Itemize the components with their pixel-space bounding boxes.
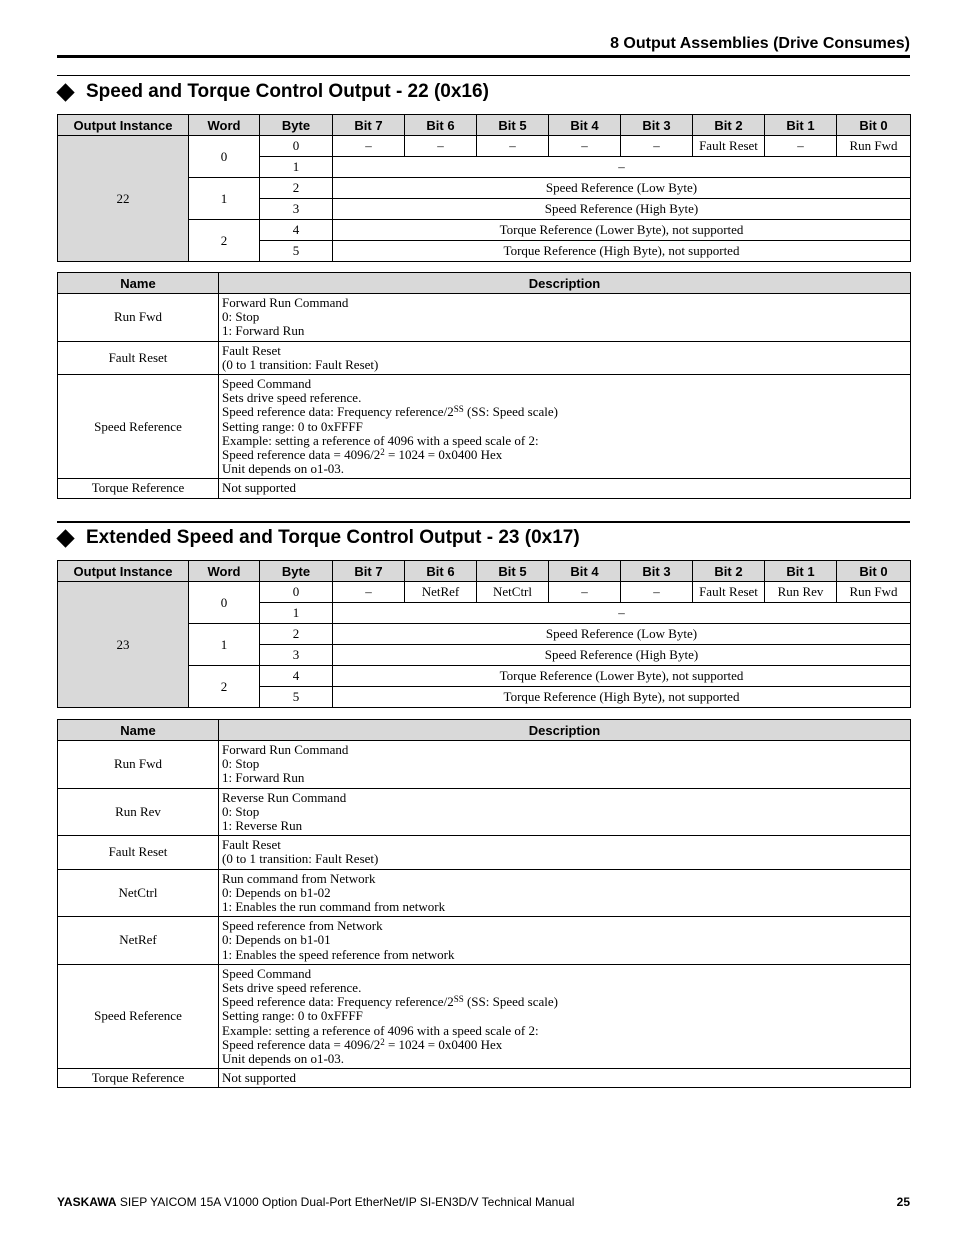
byte-span-cell: Torque Reference (High Byte), not supported (333, 687, 911, 708)
description-table (57, 272, 911, 499)
table-row (58, 788, 911, 836)
description-cell (219, 741, 911, 789)
column-header: Bit 0 (837, 561, 911, 582)
column-header: Bit 1 (765, 115, 837, 136)
column-header: Bit 2 (693, 561, 765, 582)
column-header: Word (189, 115, 260, 136)
column-header: Word (189, 561, 260, 582)
bit-cell: – (333, 582, 405, 603)
description-line: Unit depends on o1-03. (222, 1051, 345, 1067)
description-line (222, 995, 907, 1009)
column-header: Byte (260, 561, 333, 582)
description-line: 0: Stop (222, 756, 260, 772)
bit-cell: NetRef (405, 582, 477, 603)
instance-cell: 23 (58, 582, 189, 708)
word-cell: 1 (189, 178, 260, 220)
description-line: Setting range: 0 to 0xFFFF (222, 1008, 363, 1024)
column-header: Bit 0 (837, 115, 911, 136)
section-rule (57, 521, 910, 523)
byte-cell: 1 (260, 603, 333, 624)
table-header-row (58, 115, 911, 136)
manual-title: SIEP YAICOM 15A V1000 Option Dual-Port EtherNet/IP SI-EN3D/V Technical Manual (116, 1195, 575, 1209)
description-line: 1: Reverse Run (222, 818, 303, 834)
bit-cell: – (621, 136, 693, 157)
description-cell: Not supported (219, 1069, 911, 1088)
page-footer (57, 1193, 910, 1211)
table-header-row (58, 273, 911, 294)
section-title: Speed and Torque Control Output - 22 (0x16) (86, 81, 489, 102)
name-cell: Run Rev (58, 788, 219, 836)
bit-cell: – (333, 136, 405, 157)
description-text: (SS: Speed scale) (463, 994, 558, 1010)
description-line: 1: Enables the run command from network (222, 899, 446, 915)
column-header: Bit 4 (549, 561, 621, 582)
description-line: 0: Depends on b1-01 (222, 932, 331, 948)
brand-name: YASKAWA (57, 1195, 117, 1209)
description-line: 1: Forward Run (222, 770, 305, 786)
table-row (58, 836, 911, 869)
diamond-bullet-icon (56, 83, 74, 101)
table-header-row (58, 561, 911, 582)
column-header: Output Instance (58, 115, 189, 136)
page-number: 25 (896, 1195, 910, 1209)
description-line: (0 to 1 transition: Fault Reset) (222, 851, 379, 867)
table-row (58, 294, 911, 342)
column-header: Name (58, 720, 219, 741)
byte-span-cell: Torque Reference (High Byte), not supported (333, 241, 911, 262)
description-line: Forward Run Command (222, 742, 349, 757)
superscript: SS (453, 994, 464, 1005)
bit-cell: Fault Reset (693, 136, 765, 157)
table-row (58, 964, 911, 1068)
byte-cell: 2 (260, 178, 333, 199)
description-cell (219, 294, 911, 342)
bit-cell: – (477, 136, 549, 157)
byte-cell: 0 (260, 136, 333, 157)
column-header: Bit 6 (405, 561, 477, 582)
description-line: 0: Stop (222, 803, 260, 819)
bit-layout-table (57, 114, 911, 262)
byte-span-cell: Torque Reference (Lower Byte), not supported (333, 220, 911, 241)
byte-span-cell: – (333, 603, 911, 624)
section-title: Extended Speed and Torque Control Output - 23 (0x17) (86, 527, 580, 548)
name-cell: Fault Reset (58, 836, 219, 869)
header-rule (57, 55, 910, 58)
column-header: Bit 3 (621, 115, 693, 136)
description-text: Speed reference data = 4096/2 (222, 447, 381, 463)
column-header: Description (219, 720, 911, 741)
description-cell (219, 341, 911, 374)
section-heading (57, 79, 489, 105)
description-text: Speed reference data: Frequency reference/2 (222, 404, 454, 420)
name-cell: Speed Reference (58, 375, 219, 479)
byte-cell: 3 (260, 645, 333, 666)
column-header: Bit 2 (693, 115, 765, 136)
name-cell: Torque Reference (58, 1069, 219, 1088)
column-header: Name (58, 273, 219, 294)
description-line: 1: Enables the speed reference from network (222, 946, 455, 962)
description-line (222, 405, 907, 419)
table-row (58, 375, 911, 479)
description-cell (219, 788, 911, 836)
column-header: Bit 7 (333, 561, 405, 582)
diamond-bullet-icon (56, 529, 74, 547)
description-line: 0: Stop (222, 309, 260, 325)
bit-cell: – (765, 136, 837, 157)
instance-cell: 22 (58, 136, 189, 262)
word-cell: 0 (189, 582, 260, 624)
description-cell (219, 375, 911, 479)
column-header: Output Instance (58, 561, 189, 582)
word-cell: 0 (189, 136, 260, 178)
description-line (222, 448, 907, 462)
description-line (222, 1038, 907, 1052)
bit-cell: – (621, 582, 693, 603)
bit-cell: – (549, 582, 621, 603)
table-row (58, 479, 911, 498)
byte-span-cell: Speed Reference (Low Byte) (333, 178, 911, 199)
word-cell: 2 (189, 666, 260, 708)
byte-cell: 5 (260, 687, 333, 708)
description-line: Reverse Run Command (222, 789, 347, 805)
superscript: 2 (380, 447, 385, 458)
name-cell: Run Fwd (58, 294, 219, 342)
byte-cell: 4 (260, 666, 333, 687)
column-header: Description (219, 273, 911, 294)
description-cell (219, 836, 911, 869)
name-cell: NetRef (58, 917, 219, 965)
description-line: Speed Command (222, 965, 312, 981)
byte-span-cell: Speed Reference (High Byte) (333, 199, 911, 220)
description-line: Example: setting a reference of 4096 with a speed scale of 2: (222, 1022, 539, 1038)
description-text: = 1024 = 0x0400 Hex (384, 447, 503, 463)
bit-cell: – (549, 136, 621, 157)
section-rule (57, 75, 910, 76)
bit-cell: Run Rev (765, 582, 837, 603)
bit-cell: – (405, 136, 477, 157)
table-row (58, 869, 911, 917)
name-cell: Speed Reference (58, 964, 219, 1068)
byte-cell: 2 (260, 624, 333, 645)
name-cell: Torque Reference (58, 479, 219, 498)
bit-cell: Fault Reset (693, 582, 765, 603)
column-header: Bit 6 (405, 115, 477, 136)
byte-span-cell: Speed Reference (High Byte) (333, 645, 911, 666)
bit-layout-table (57, 560, 911, 708)
table-row (58, 917, 911, 965)
byte-span-cell: Speed Reference (Low Byte) (333, 624, 911, 645)
table-header-row (58, 720, 911, 741)
description-line: 1: Forward Run (222, 323, 305, 339)
word-cell: 2 (189, 220, 260, 262)
description-line: Example: setting a reference of 4096 with a speed scale of 2: (222, 432, 539, 448)
description-text: Speed reference data = 4096/2 (222, 1036, 381, 1052)
superscript: SS (453, 404, 464, 415)
column-header: Bit 5 (477, 561, 549, 582)
bit-cell: NetCtrl (477, 582, 549, 603)
description-text: = 1024 = 0x0400 Hex (384, 1036, 503, 1052)
byte-cell: 4 (260, 220, 333, 241)
description-line: Forward Run Command (222, 295, 349, 310)
description-line: Setting range: 0 to 0xFFFF (222, 418, 363, 434)
superscript: 2 (380, 1036, 385, 1047)
description-line: Speed Command (222, 376, 312, 392)
word-cell: 1 (189, 624, 260, 666)
description-cell (219, 869, 911, 917)
table-row (58, 341, 911, 374)
byte-cell: 1 (260, 157, 333, 178)
name-cell: NetCtrl (58, 869, 219, 917)
column-header: Bit 1 (765, 561, 837, 582)
name-cell: Run Fwd (58, 741, 219, 789)
table-row (58, 1069, 911, 1088)
description-line: Sets drive speed reference. (222, 980, 362, 996)
byte-span-cell: – (333, 157, 911, 178)
description-line: Run command from Network (222, 870, 376, 886)
description-line: (0 to 1 transition: Fault Reset) (222, 356, 379, 372)
description-cell: Not supported (219, 479, 911, 498)
table-row (58, 582, 911, 603)
table-row (58, 136, 911, 157)
byte-cell: 3 (260, 199, 333, 220)
bit-cell: Run Fwd (837, 582, 911, 603)
description-text: Speed reference data: Frequency reference/2 (222, 994, 454, 1010)
description-cell (219, 917, 911, 965)
column-header: Bit 7 (333, 115, 405, 136)
section-heading (57, 525, 580, 551)
description-text: (SS: Speed scale) (463, 404, 558, 420)
description-line: Speed reference from Network (222, 918, 383, 934)
byte-cell: 5 (260, 241, 333, 262)
column-header: Byte (260, 115, 333, 136)
description-line: Unit depends on o1-03. (222, 461, 345, 477)
byte-span-cell: Torque Reference (Lower Byte), not supported (333, 666, 911, 687)
table-row (58, 741, 911, 789)
description-table (57, 719, 911, 1088)
description-line: Fault Reset (222, 837, 281, 853)
description-line: Fault Reset (222, 342, 281, 358)
column-header: Bit 5 (477, 115, 549, 136)
description-line: Sets drive speed reference. (222, 390, 362, 406)
column-header: Bit 3 (621, 561, 693, 582)
byte-cell: 0 (260, 582, 333, 603)
description-cell (219, 964, 911, 1068)
description-line: 0: Depends on b1-02 (222, 884, 331, 900)
chapter-header: 8 Output Assemblies (Drive Consumes) (610, 35, 910, 52)
column-header: Bit 4 (549, 115, 621, 136)
name-cell: Fault Reset (58, 341, 219, 374)
bit-cell: Run Fwd (837, 136, 911, 157)
